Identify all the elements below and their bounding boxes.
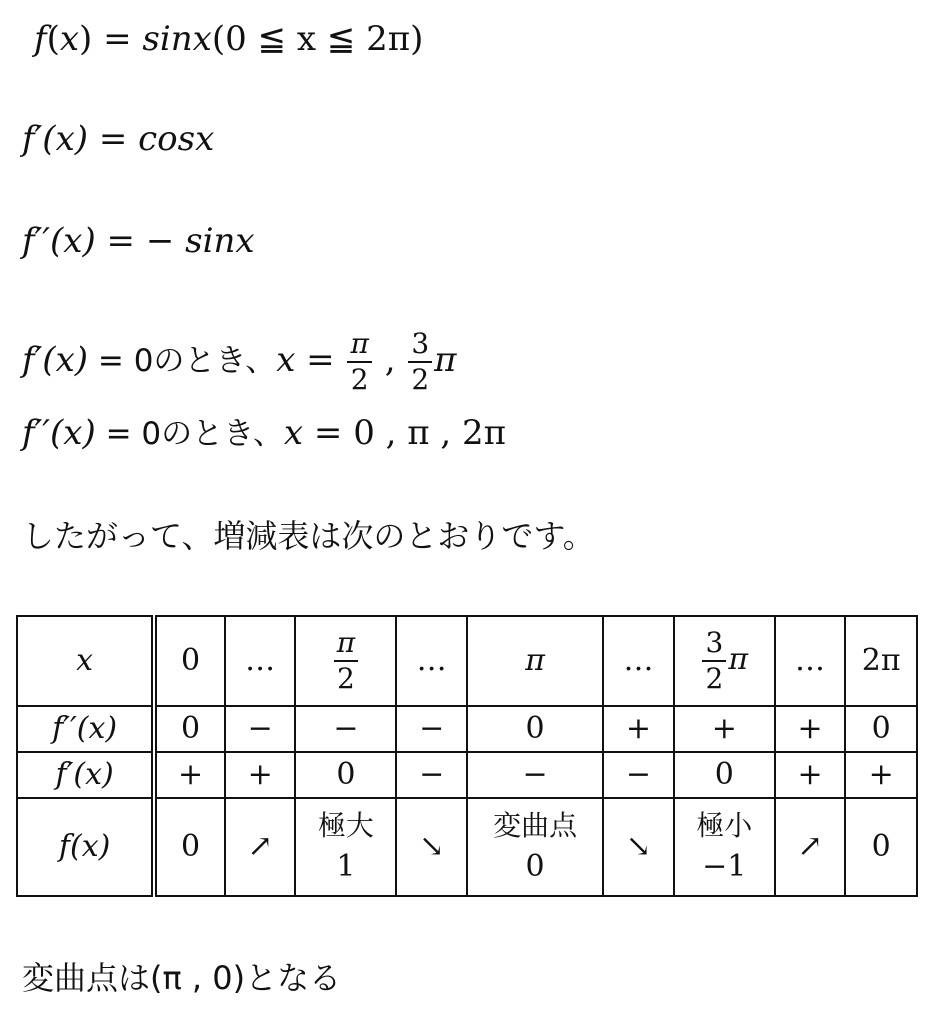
increase-decrease-table [16,615,918,897]
local-max-cell [295,798,396,896]
header-cell-pi-over-2 [295,616,396,706]
f1-equals: = [88,119,139,159]
equation-f-double-prime [22,221,255,261]
f2-equals: = [95,221,146,261]
table-cell: − [396,706,467,752]
f-open-paren: ( [46,19,60,59]
equation-f [34,19,424,59]
fraction-3-over-2 [408,327,432,396]
frac-num: 3 [411,327,430,360]
header-cell-3-over-2-pi [674,616,775,706]
fraction-pi-over-2 [347,327,371,396]
local-max-value: 1 [336,848,356,884]
header-cell: 2π [845,616,917,706]
table-cell: − [467,752,603,798]
table-cell: 0 [154,798,225,896]
header-cell: … [603,616,674,706]
row-label-f-prime: f′(x) [17,752,154,798]
sol2-cond: = 0のとき、 [95,416,284,452]
fraction-3-over-2 [702,626,726,695]
table-cell: − [225,706,296,752]
frac-den: 2 [336,662,355,695]
f-arg: x [59,19,80,59]
increasing-arrow-icon: ↗ [775,798,846,896]
row-label-f-double-prime: f′′(x) [17,706,154,752]
f1-lhs: f′(x) [22,119,89,159]
sol1-equals: = [295,340,346,380]
table-cell: − [295,706,396,752]
decreasing-arrow-icon: ↘ [603,798,674,896]
sol2-rhs: = 0 , π , 2π [303,413,506,453]
sol1-lhs: f′(x) [22,340,89,380]
increasing-arrow-icon: ↗ [225,798,296,896]
table-cell: − [603,752,674,798]
row-label-f: f(x) [17,798,154,896]
solution-f-double-prime-zero [22,413,506,453]
local-min-cell [674,798,775,896]
sol1-cond: = 0のとき、 [88,343,277,379]
table-cell: 0 [845,798,917,896]
f2-lhs: f′′(x) [22,221,96,261]
inflection-point-value: 0 [525,848,545,884]
f-name: f [34,19,47,59]
f-body: sinx [142,19,212,59]
frac-den: 2 [705,662,724,695]
header-cell: … [396,616,467,706]
frac-num: π [350,327,369,360]
table-cell: + [154,752,225,798]
table-cell: + [674,706,775,752]
sol1-x: x [276,340,296,380]
frac-num: π [336,626,356,659]
table-row-f [17,798,917,896]
f-equals: = [92,19,143,59]
f1-rhs: cosx [138,119,215,159]
inflection-point-label: 変曲点 [493,808,578,842]
solution-f-prime-zero [22,327,457,396]
equation-f-prime [22,119,215,159]
header-cell: … [775,616,846,706]
sol1-pi: π [434,340,457,380]
frac-num: 3 [705,626,724,659]
header-cell: π [467,616,603,706]
table-cell: 0 [845,706,917,752]
pi-symbol: π [728,642,749,677]
fraction-pi-over-2 [334,626,358,695]
sol2-lhs: f′′(x) [22,413,96,453]
table-row-f-double-prime [17,706,917,752]
table-cell: 0 [295,752,396,798]
f-domain: (0 ≦ x ≦ 2π) [211,19,424,59]
table-cell: + [603,706,674,752]
header-cell: … [225,616,296,706]
sol1-sep: , [373,340,407,380]
table-row-f-prime [17,752,917,798]
header-x: x [17,616,154,706]
local-min-label: 極小 [696,808,753,842]
table-cell: 0 [154,706,225,752]
sol2-x: x [283,413,304,453]
frac-den: 2 [350,363,369,396]
local-max-label: 極大 [317,808,374,842]
f-close-paren: ) [79,19,93,59]
f2-rhs: − sinx [145,221,255,261]
table-cell: + [775,706,846,752]
header-cell: 0 [154,616,225,706]
table-cell: + [845,752,917,798]
inflection-point-cell [467,798,603,896]
table-cell: + [775,752,846,798]
intro-text: したがって、増減表は次のとおりです。 [22,517,595,555]
local-min-value: −1 [702,848,747,884]
table-cell: + [225,752,296,798]
conclusion-text: 変曲点は(π , 0)となる [22,959,342,997]
table-row-x [17,616,917,706]
frac-den: 2 [411,363,430,396]
decreasing-arrow-icon: ↘ [396,798,467,896]
table-cell: − [396,752,467,798]
table-cell: 0 [467,706,603,752]
table-cell: 0 [674,752,775,798]
